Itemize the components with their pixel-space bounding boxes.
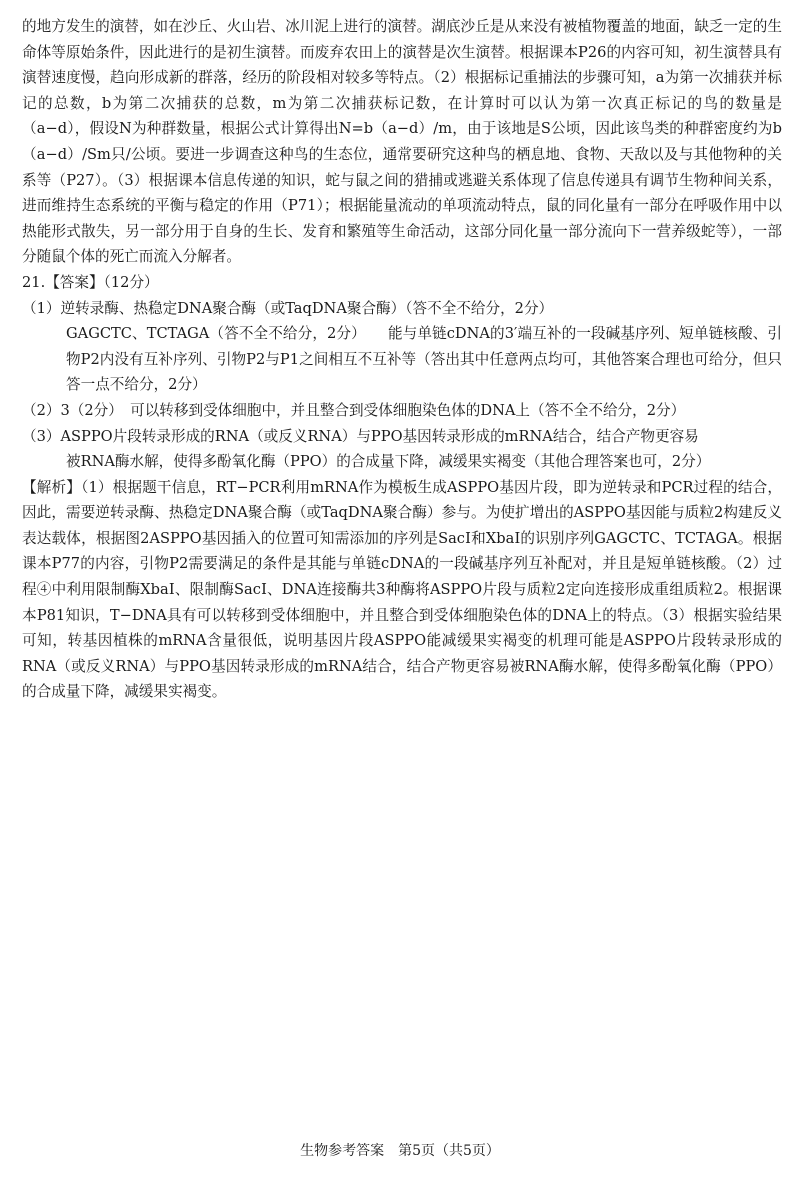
answer-3-line2: 被RNA酶水解，使得多酚氧化酶（PPO）的合成量下降，减缓果实褐变（其他合理答案也可，2分） xyxy=(66,453,711,471)
answer-3-line1: （3）ASPPO片段转录形成的RNA（或反义RNA）与PPO基因转录形成的mRNA结合，结合产物更容易 xyxy=(22,427,699,445)
answer-2: （2）3（2分） 可以转移到受体细胞中，并且整合到受体细胞染色体的DNA上（答不全不给分，2分） xyxy=(22,401,686,419)
analysis-paragraph: 【解析】（1）根据题干信息，RT−PCR利用mRNA作为模板生成ASPPO基因片段，即为逆转录和PCR过程的结合，因此，需要逆转录酶、热稳定DNA聚合酶（或TaqDNA聚合酶）参与。为使扩增出的ASPPO基因能与质粒2构建反义表达载体，根据图2ASPPO基因插入的位置可知需添加的序列是SacⅠ和XbaⅠ的识别序列GAGCTC、TCTAGA。根据课本P77的内容，引物P2需要满足的条件是其能与单链cDNA的一段碱基序列互补配对，并且是短单链核酸。（2）过程④中利用限制酶XbaⅠ、限制酶SacⅠ、DNA连接酶共3种酶将ASPPO片段与质粒2定向连接形成重组质粒2。根据课本P81知识，T−DNA具有可以转移到受体细胞中，并且整合到受体细胞染色体的DNA上的特点。（3）根据实验结果可知，转基因植株的mRNA含量很低，说明基因片段ASPPO能减缓果实褐变的机理可能是ASPPO片段转录形成的RNA（或反义RNA）与PPO基因转录形成的mRNA结合，结合产物更容易被RNA酶水解，使得多酚氧化酶（PPO）的合成量下降，减缓果实褐变。 xyxy=(22,478,782,701)
page-footer: 生物参考答案 第5页（共5页） xyxy=(300,1143,500,1159)
answer-page xyxy=(22,14,782,705)
question-21-heading: 21.【答案】（12分） xyxy=(22,273,159,291)
intro-paragraph: 的地方发生的演替，如在沙丘、火山岩、冰川泥上进行的演替。湖底沙丘是从来没有被植物覆盖的地面，缺乏一定的生命体等原始条件，因此进行的是初生演替。而废弃农田上的演替是次生演替。根据课本P26的内容可知，初生演替具有演替速度慢，趋向形成新的群落，经历的阶段相对较多等特点。（2）根据标记重捕法的步骤可知，a为第一次捕获并标记的总数，b为第二次捕获的总数，m为第二次捕获标记数，在计算时可以认为第一次真正标记的鸟的数量是（a−d），假设N为种群数量，根据公式计算得出N=b（a−d）/m，由于该地是S公顷，因此该鸟类的种群密度约为b（a−d）/Sm只/公顷。要进一步调查这种鸟的生态位，通常要研究这种鸟的栖息地、食物、天敌以及与其他物种的关系等（P27）。（3）根据课本信息传递的知识，蛇与鼠之间的猎捕或逃避关系体现了信息传递具有调节生物种间关系，进而维持生态系统的平衡与稳定的作用（P71）；根据能量流动的单项流动特点，鼠的同化量有一部分在呼吸作用中以热能形式散失，另一部分用于自身的生长、发育和繁殖等生命活动，这部分同化量一部分流向下一营养级蛇等），一部分随鼠个体的死亡而流入分解者。 xyxy=(22,18,782,266)
answer-1-line1: （1）逆转录酶、热稳定DNA聚合酶（或TaqDNA聚合酶）（答不全不给分，2分） xyxy=(22,299,554,317)
answer-1-line2: GAGCTC、TCTAGA（答不全不给分，2分） 能与单链cDNA的3′端互补的一段碱基序列、短单链核酸、引物P2内没有互补序列、引物P2与P1之间相互不互补等（答出其中任意两点均可，其他答案合理也可给分，但只答一点不给分，2分） xyxy=(66,325,782,394)
